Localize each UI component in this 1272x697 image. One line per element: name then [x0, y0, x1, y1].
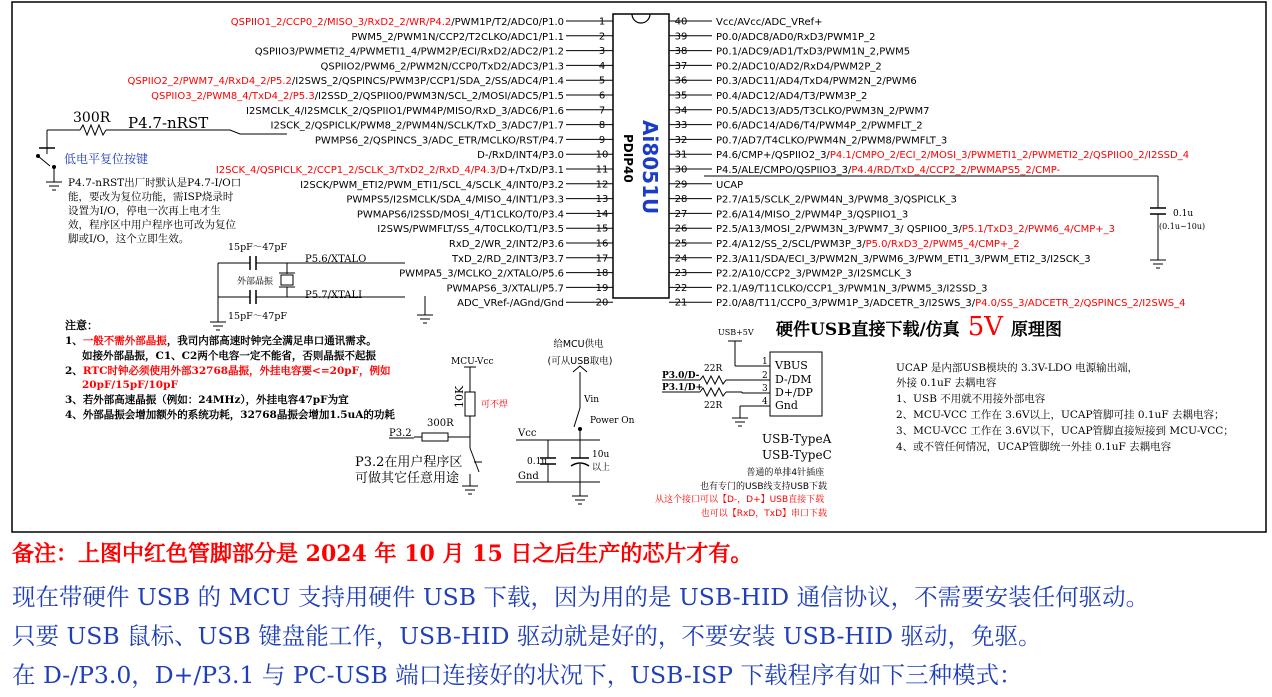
pin-number: 39: [674, 31, 688, 43]
ucap-range-label: (0.1u~10u): [1159, 222, 1206, 231]
pin-number: 4: [598, 60, 606, 72]
power-switch: [574, 408, 580, 427]
note-3: 3、若外部高速晶振（例如：24MHz），外挂电容47pF为宜: [65, 394, 349, 406]
pin-number: 14: [595, 208, 609, 220]
pin-label: PWMAPS6/I2SSD/MOSI_4/T1CLKO/T0/P3.4: [356, 209, 564, 221]
pin-label: P0.1/ADC9/AD1/TxD3/PWM1N_2,PWM5: [716, 46, 911, 58]
usb-title: 硬件USB直接下载/仿真 5V 原理图: [776, 312, 1063, 342]
usb-type-a: USB-TypeA: [762, 432, 832, 446]
pin-label: RxD_2/WR_2/INT2/P3.6: [448, 239, 564, 250]
svg-text:UCAP 是内部USB模块的 3.3V-LDO 电源输出端，: UCAP 是内部USB模块的 3.3V-LDO 电源输出端， 外接 0.1uF 去耦电容 1、USB 不用就不用接外部电容 2、MCU-VCC 工作在 3.6V以上，UCAP管脚可挂 0.1uF 去耦电容； 3、MCU-VCC 工作在 3.6V以下，UCAP管脚直接短接到 MCU-VCC； 4、或不管任何情况，UCAP管脚统一外挂 0.1uF 去耦电容: [896, 362, 1234, 453]
pin-label: UCAP: [716, 179, 744, 191]
usb-r1-label: 22R: [704, 364, 723, 374]
pin-number: 3: [598, 46, 606, 58]
pin-number: 29: [674, 179, 688, 191]
pin-number: 19: [595, 282, 609, 294]
usb-r2-label: 22R: [704, 401, 723, 411]
note-2: 2、RTC时钟必须使用外部32768晶振，外挂电容要<=20pF，例如: [65, 365, 391, 377]
pin-label: QSPIIO3_2/PWM8_4/TxD4_2/P5.3/I2SSD_2/QSPIIO0/PWM3N/SCL_2/MOSI/ADC5/P1.5: [151, 91, 564, 102]
pin-number: 11: [595, 164, 609, 176]
pin-label: P0.6/ADC14/AD6/T4/PWM4P_2/PWMFLT_2: [716, 120, 923, 132]
power-vcc-label: Vcc: [518, 428, 537, 439]
power-circuit: [516, 338, 635, 504]
p32-circuit: [355, 357, 508, 494]
pin-number: 34: [674, 105, 688, 117]
pin-number: 17: [595, 253, 609, 265]
chip-notch: [632, 14, 650, 23]
pin-label: PWMAPS6_3/XTALI/P5.7: [446, 283, 564, 295]
pin-number: 31: [674, 149, 688, 161]
pin-number: 13: [595, 194, 609, 206]
pin-label: P2.6/A14/MISO_2/PWM4P_3/QSPIIO1_3: [716, 209, 909, 221]
pin-number: 18: [595, 268, 609, 280]
pin-label: QSPIIO3/PWMETI2_4/PWMETI1_4/PWM2P/ECI/RxD2/ADC2/P1.2: [254, 46, 564, 58]
p32-switch: [470, 448, 479, 472]
reset-resistor: [80, 125, 106, 135]
pin-label: P0.4/ADC12/AD4/T3/PWM3P_2: [716, 91, 868, 102]
pin-number: 21: [674, 297, 688, 309]
pin-number: 23: [674, 268, 688, 280]
pin-number: 9: [598, 134, 606, 146]
pin-number: 25: [674, 238, 688, 250]
pin-number: 15: [595, 223, 609, 235]
pin-label: P2.0/A8/T11/CCP0_3/PWM1P_3/ADCETR_3/I2SWS_3/P4.0/SS_3/ADCETR_2/QSPINCS_2/I2SWS_4: [716, 298, 1186, 310]
pin-label: I2SCK_4/QSPICLK_2/CCP1_2/SCLK_3/TxD2_2/RxD_4/P4.3/D+/TxD/P3.1: [215, 165, 564, 176]
bottom-line-3: 在 D-/P3.0，D+/P3.1 与 PC-USB 端口连接好的状况下，USB-ISP 下载程序有如下三种模式：: [12, 661, 1023, 689]
pin-number: 36: [674, 75, 688, 87]
notes-block: [65, 318, 395, 421]
notes-title: 注意：: [65, 319, 98, 332]
pin-number: 40: [674, 16, 688, 28]
pin-number: 10: [595, 149, 609, 161]
pin-label: ADC_VRef-/AGnd/Gnd: [457, 298, 564, 310]
pin-label: PWMPS6_2/QSPINCS_3/ADC_ETR/MCLKO/RST/P4.7: [314, 135, 564, 147]
reset-button-switch: [38, 156, 50, 166]
chip-package: PDIP40: [621, 134, 635, 183]
p32-resistor-label: 300R: [427, 418, 454, 429]
pin-number: 35: [674, 90, 688, 102]
power-cap-big-label: 10u 以上: [592, 450, 611, 473]
usb-pin-names: VBUS D-/DM D+/DP Gnd: [775, 359, 813, 412]
pin-number: 5: [598, 75, 606, 87]
crystal-cap-bottom: 15pF～47pF: [228, 311, 288, 322]
pin-label: QSPIIO2_2/PWM7_4/RxD4_2/P5.2/I2SWS_2/QSPINCS/PWM3P/CCP1/SDA_2/SS/ADC4/P1.4: [127, 76, 564, 88]
pin-number: 26: [674, 223, 688, 235]
pin-number: 24: [674, 253, 688, 265]
reset-note: P4.7-nRST出厂时默认是P4.7-I/O口 能，要改为复位功能，需ISP烧录时 设置为I/O，停电一次再上电才生 效，程序区中用户程序也可改为复位 脚或I/O，这个立即生效。: [68, 177, 242, 245]
pin-label: Vcc/AVcc/ADC_VRef+: [716, 17, 823, 28]
usb-resistor-d-plus: [700, 388, 726, 396]
bottom-line-1: 现在带硬件 USB 的 MCU 支持用硬件 USB 下载，因为用的是 USB-HID 通信协议，不需要安装任何驱动。: [12, 583, 1150, 611]
usb-resistor-d-minus: [700, 376, 726, 384]
usb-desc: 普通的单排4针插座 也有专门的USB线支持USB下载: [700, 468, 827, 492]
pin-label: P0.3/ADC11/AD4/TxD4/PWM2N_2/PWM6: [716, 76, 917, 88]
pin-label: TxD_2/RD_2/INT3/P3.7: [451, 253, 564, 265]
pin-label: PWM5_2/PWM1N/CCP2/T2CLKO/ADC1/P1.1: [351, 31, 564, 43]
pin-number: 16: [595, 238, 609, 250]
power-cap-small-label: 0.1u: [527, 457, 548, 467]
power-on-label: Power On: [590, 416, 635, 426]
usb-vusb-label: USB+5V: [718, 328, 754, 337]
pin-label: PWMPS5/I2SMCLK/SDA_4/MISO_4/INT1/P3.3: [346, 194, 564, 206]
pin-number: 20: [595, 297, 609, 309]
pin-number: 8: [598, 120, 606, 132]
p32-10k-label: 10K: [453, 385, 466, 408]
usb-desc-red: 从这个接口可以【D-，D+】USB直接下载 也可以【RxD，TxD】串口下载: [655, 495, 827, 519]
crystal-net-bottom: P5.7/XTALI: [305, 290, 363, 301]
pin-label: P0.7/AD7/T4CLKO/PWM4N_2/PWM8/PWMFLT_3: [716, 135, 948, 147]
pin-number: 38: [674, 46, 688, 58]
pin-label: D-/RxD/INT4/P3.0: [477, 150, 564, 162]
p32-vcc-label: MCU-Vcc: [451, 357, 494, 367]
pin-number: 22: [674, 282, 688, 294]
pin-number: 30: [674, 164, 688, 176]
p32-pin-label: P3.2: [389, 428, 412, 439]
pin-label: P2.5/A13/MOSI_2/PWM3N_3/PWM7_3/ QSPIIO0_3/P5.1/TxD3_2/PWM6_4/CMP+_3: [716, 224, 1115, 236]
reset-button-label: 低电平复位按键: [64, 152, 149, 166]
pin-label: P0.0/ADC8/AD0/RxD3/PWM1P_2: [716, 31, 876, 43]
gnd-pin20: [417, 296, 433, 323]
p32-optional-label: 可不焊: [481, 400, 509, 410]
power-vin-label: Vin: [584, 395, 600, 405]
reset-circuit: [36, 110, 287, 245]
pin-label: QSPIIO2/PWM6_2/PWM2N/CCP0/TxD2/ADC3/P1.3: [320, 61, 564, 73]
pin-number: 28: [674, 194, 688, 206]
pin-label: I2SCK/PWM_ETI2/PWM_ETI1/SCL_4/SCLK_4/INT0/P3.2: [300, 179, 564, 191]
pin-label: QSPIIO1_2/CCP0_2/MISO_3/RxD2_2/WR/P4.2/PWM1P/T2/ADC0/P1.0: [230, 17, 564, 28]
pin-label: P2.3/A11/SDA/ECI_3/PWM2N_3/PWM6_3/PWM_ETI1_3/PWM_ETI2_3/I2SCK_3: [716, 253, 1091, 265]
note-1b: 如接外部晶振，C1、C2两个电容一定不能省，否则晶振不起振: [82, 350, 376, 362]
usb-p31-label: P3.1/D+: [662, 383, 704, 393]
pin-label: I2SCK_2/QSPICLK/PWM8_2/PWM4N/SCLK/TxD_3/ADC7/P1.7: [270, 120, 564, 132]
power-gnd-label: Gnd: [518, 471, 539, 482]
pin-label: P2.2/A10/CCP2_3/PWM2P_3/I2SMCLK_3: [716, 268, 912, 280]
pin-number: 32: [674, 134, 688, 146]
pin-label: I2SMCLK_4/I2SMCLK_2/QSPIIO1/PWM4P/MISO/RxD_3/ADC6/P1.6: [246, 105, 564, 117]
note-4: 4、外部晶振会增加额外的系统功耗，32768晶振会增加1.5uA的功耗: [65, 409, 395, 421]
note-2b: 20pF/15pF/10pF: [82, 379, 178, 391]
pin-number: 37: [674, 60, 688, 72]
pin-label: P4.5/ALE/CMPO/QSPIIO3_3/P4.4/RD/TxD_4/CCP2_2/PWMAPS5_2/CMP-: [716, 165, 1061, 176]
pin-number: 12: [595, 179, 609, 191]
crystal-symbol: [281, 275, 293, 285]
chip-name: Ai8051U: [638, 120, 662, 215]
pin-number: 27: [674, 208, 688, 220]
crystal-label: 外部晶振: [237, 277, 274, 287]
bottom-line-2: 只要 USB 鼠标、USB 键盘能工作，USB-HID 驱动就是好的，不要安装 USB-HID 驱动，免驱。: [12, 622, 1042, 650]
pin-label: P0.5/ADC13/AD5/T3CLKO/PWM3N_2/PWM7: [716, 105, 930, 117]
ucap-cap-label: 0.1u: [1173, 209, 1194, 219]
crystal-circuit: [210, 242, 405, 330]
pin-number: 7: [598, 105, 606, 117]
ucap-notes: [896, 361, 1237, 453]
crystal-net-top: P5.6/XTALO: [305, 254, 367, 265]
p32-note: P3.2在用户程序区 可做其它任意用途: [355, 455, 463, 486]
p32-pullup-resistor: [465, 392, 475, 416]
pin-label: I2SWS/PWMFLT/SS_4/T0CLKO/T1/P3.5: [377, 224, 564, 236]
pin-number: 6: [598, 90, 606, 102]
pin-label: P2.4/A12/SS_2/SCL/PWM3P_3/P5.0/RxD3_2/PWM5_4/CMP+_2: [716, 239, 1020, 250]
pin-number: 1: [598, 16, 606, 28]
usb-pin-numbers: 1 2 3 4: [762, 357, 768, 407]
crystal-cap-top: 15pF～47pF: [228, 242, 288, 253]
power-title: 给MCU供电 (可从USB取电): [547, 339, 613, 367]
pin-label: PWMPA5_3/MCLKO_2/XTALO/P5.6: [399, 268, 564, 280]
bottom-red-note: 备注：上图中红色管脚部分是 2024 年 10 月 15 日之后生产的芯片才有。: [12, 541, 753, 567]
pin-number: 33: [674, 120, 688, 132]
note-1: 1、一般不需外部晶振，我司内部高速时钟完全满足串口通讯需求。: [65, 335, 377, 347]
pin-number: 2: [598, 31, 606, 43]
usb-p30-label: P3.0/D-: [662, 371, 700, 381]
reset-resistor-label: 300R: [73, 110, 111, 126]
pin-label: P2.1/A9/T11CLKO/CCP1_3/PWM1N_3/PWM5_3/I2SSD_3: [716, 283, 988, 295]
pin-label: P2.7/A15/SCLK_2/PWM4N_3/PWM8_3/QSPICLK_3: [716, 194, 957, 206]
pin-label: P0.2/ADC10/AD2/RxD4/PWM2P_2: [716, 61, 882, 73]
usb-type-c: USB-TypeC: [762, 448, 832, 462]
pin-label: P4.6/CMP+/QSPIIO2_3/P4.1/CMPO_2/ECI_2/MOSI_3/PWMETI1_2/PWMETI2_2/QSPIIO0_2/I2SSD_4: [716, 150, 1190, 162]
reset-net-label: P4.7-nRST: [128, 114, 209, 132]
